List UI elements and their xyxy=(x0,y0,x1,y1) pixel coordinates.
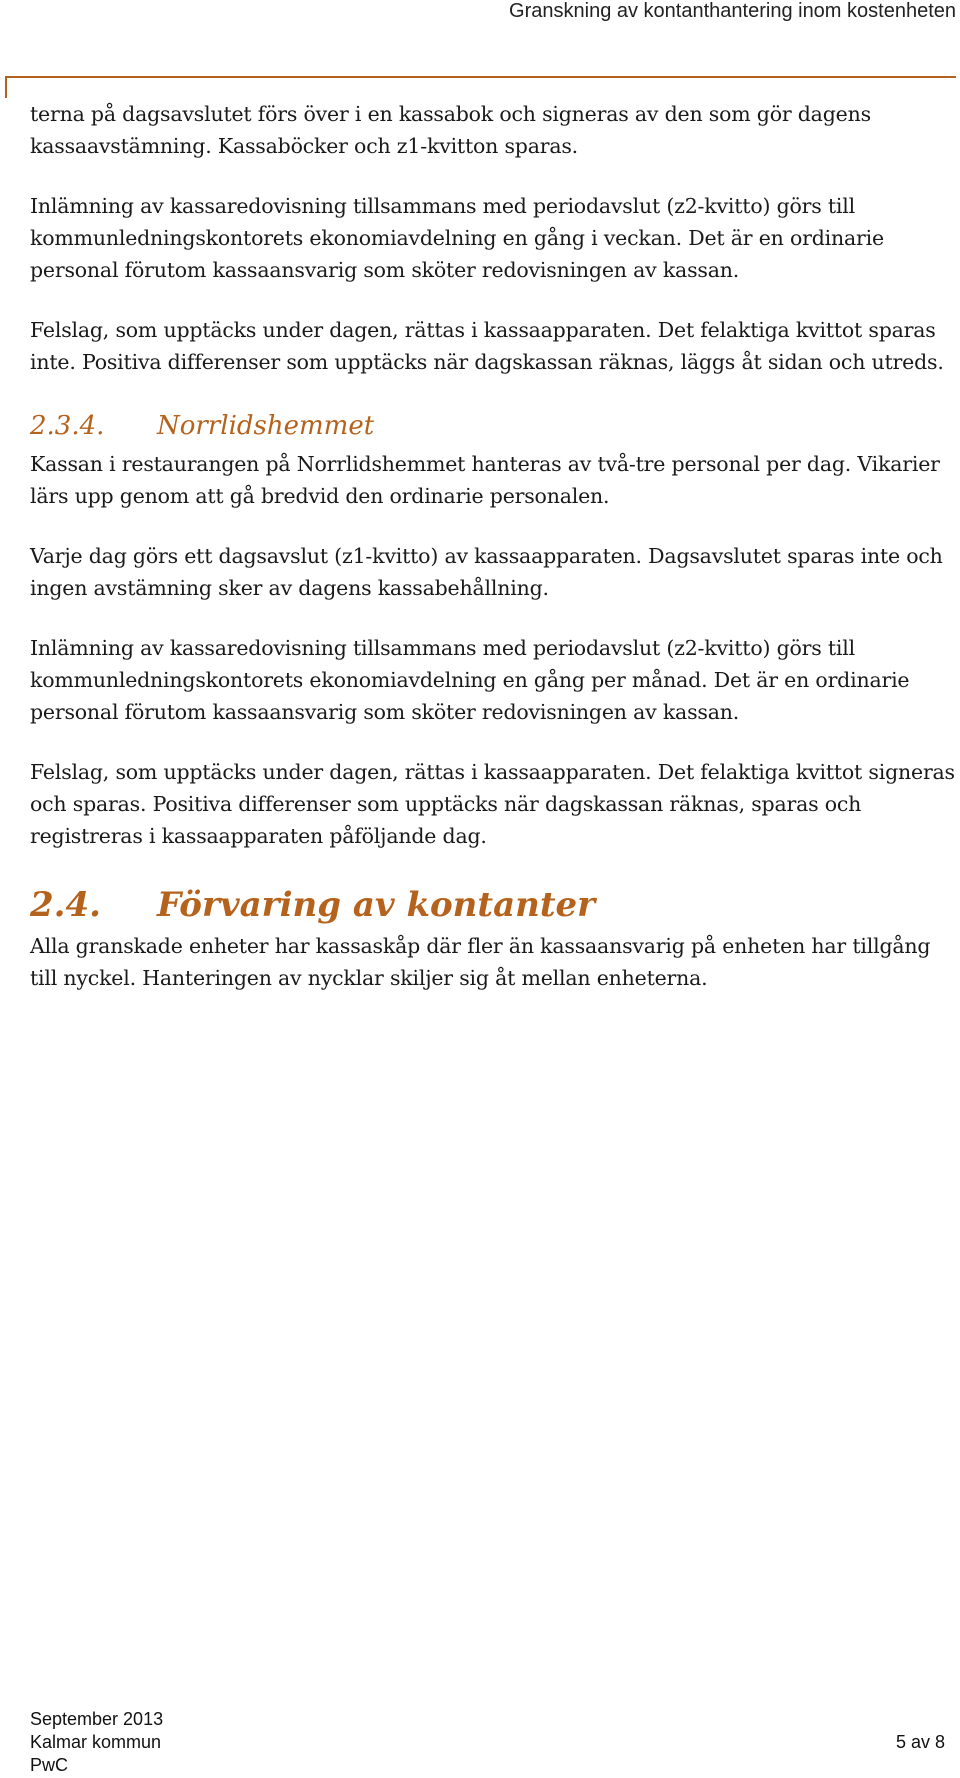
paragraph: Varje dag görs ett dagsavslut (z1-kvitto) av kassaapparaten. Dagsavslutet sparas inte och ingen avstämning sker av dagens kassabehållning. xyxy=(30,544,943,600)
page-number: 5 av 8 xyxy=(895,1732,945,1752)
paragraph: Alla granskade enheter har kassaskåp där fler än kassaansvarig på enheten har tillgång till nyckel. Hanteringen av nycklar skiljer sig åt mellan enheterna. xyxy=(30,934,931,990)
paragraph: Felslag, som upptäcks under dagen, rättas i kassaapparaten. Det felaktiga kvittot signeras och sparas. Positiva differenser som upptäcks när dagskassan räknas, sparas och registreras i kassaapparaten påföljande dag. xyxy=(30,760,955,848)
footer-org: Kalmar kommun xyxy=(30,1732,162,1752)
paragraph: Inlämning av kassaredovisning tillsammans med periodavslut (z2-kvitto) görs till kommunledningskontorets ekonomiavdelning en gång i veckan. Det är en ordinarie personal förutom kassaansvarig som sköter redovisningen av kassan. xyxy=(30,194,884,282)
section-number: 2.4. xyxy=(30,885,101,925)
footer-left xyxy=(30,1708,163,1777)
footer-date: September 2013 xyxy=(30,1709,164,1729)
paragraph: Inlämning av kassaredovisning tillsammans med periodavslut (z2-kvitto) görs till kommunledningskontorets ekonomiavdelning en gång per månad. Det är en ordinarie personal förutom kassaansvarig som sköter redovisningen av kassan. xyxy=(30,636,910,724)
header-rule xyxy=(5,76,956,78)
footer-firm: PwC xyxy=(30,1755,69,1775)
page-body xyxy=(30,98,955,1022)
paragraph: terna på dagsavslutet förs över i en kassabok och signeras av den som gör dagens kassaavstämning. Kassaböcker och z1-kvitton sparas. xyxy=(30,102,871,158)
section-heading-2-4 xyxy=(30,880,955,930)
paragraph: Kassan i restaurangen på Norrlidshemmet hanteras av två-tre personal per dag. Vikarier lärs upp genom att gå bredvid den ordinarie personalen. xyxy=(30,452,940,508)
paragraph: Felslag, som upptäcks under dagen, rättas i kassaapparaten. Det felaktiga kvittot sparas inte. Positiva differenser som upptäcks när dagskassan räknas, läggs åt sidan och utreds. xyxy=(30,318,944,374)
section-title: Norrlidshemmet xyxy=(157,411,375,441)
running-header: Granskning av kontanthantering inom kostenheten xyxy=(509,0,956,22)
header-tick xyxy=(5,76,7,98)
section-number: 2.3.4. xyxy=(30,411,105,441)
section-title: Förvaring av kontanter xyxy=(157,885,596,925)
section-heading-2-3-4 xyxy=(30,406,955,446)
